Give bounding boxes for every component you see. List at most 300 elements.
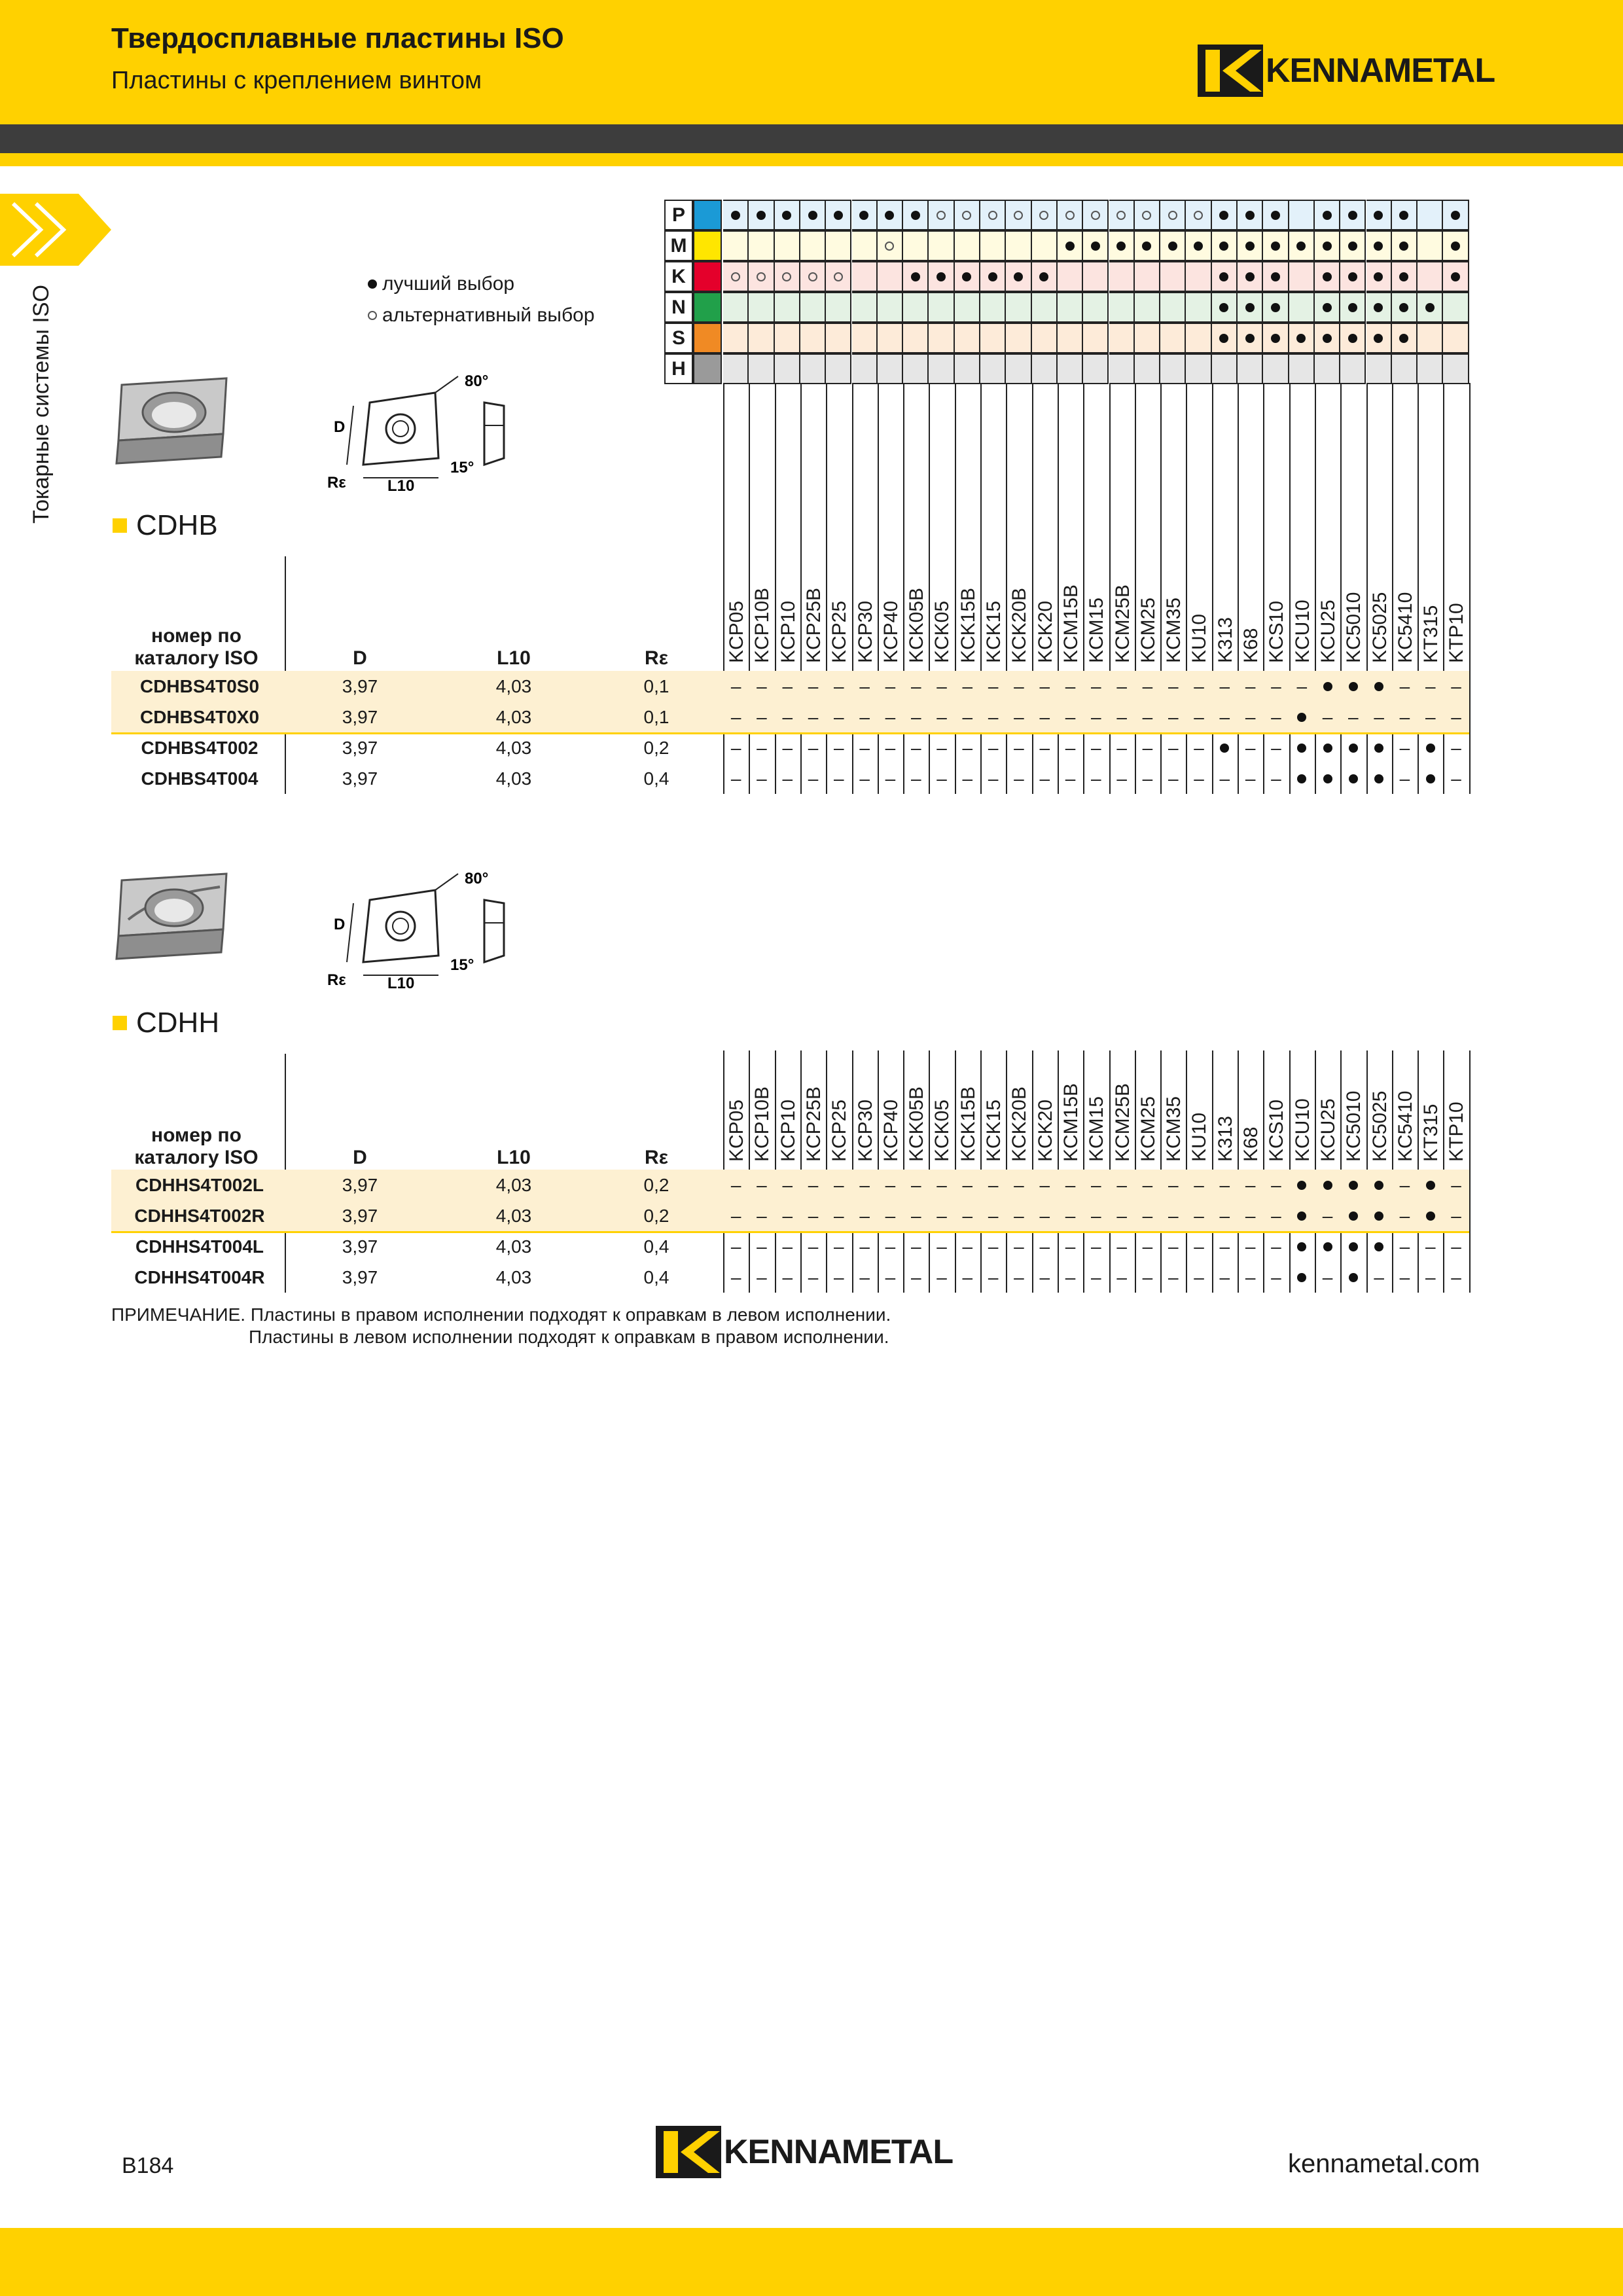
cell-re: 0,2	[643, 737, 669, 758]
grade-mark: –	[730, 768, 741, 789]
page-number: B184	[122, 2153, 174, 2178]
grade-mark: –	[859, 1205, 870, 1226]
cell-d: 3,97	[342, 1205, 378, 1226]
grade-mark: –	[1091, 706, 1101, 727]
grade-mark: –	[834, 1205, 844, 1226]
grade-mark: –	[1168, 768, 1179, 789]
grade-mark: –	[1194, 706, 1204, 727]
grade-mark: –	[962, 1266, 973, 1287]
grade-label: KCK20	[1034, 1099, 1056, 1162]
brand-name: KENNAMETAL	[1266, 52, 1495, 90]
grade-mark: –	[859, 737, 870, 758]
grade-mark: –	[1168, 706, 1179, 727]
grade-mark	[1315, 671, 1340, 702]
grade-mark	[1340, 1262, 1366, 1293]
grade-mark: –	[1142, 1205, 1153, 1226]
grade-label: KCP10	[777, 600, 799, 663]
grade-mark: –	[1039, 737, 1050, 758]
grade-mark: –	[1065, 1174, 1076, 1195]
grade-mark: –	[1142, 1174, 1153, 1195]
grade-mark	[1418, 732, 1443, 763]
grade-mark	[1340, 671, 1366, 702]
grade-mark: –	[910, 1266, 921, 1287]
grade-mark	[1340, 1200, 1366, 1231]
grade-mark: –	[1374, 1266, 1384, 1287]
filled-dot-icon	[1297, 713, 1306, 722]
grade-mark: –	[808, 1266, 819, 1287]
grade-mark: –	[1451, 675, 1461, 696]
grade-label: KCU10	[1291, 1098, 1313, 1162]
cell-id: CDHHS4T004L	[135, 1236, 264, 1257]
grade-mark: –	[1399, 737, 1410, 758]
filled-dot-icon	[1374, 1242, 1383, 1251]
grade-mark: –	[1245, 706, 1256, 727]
grade-mark: –	[1168, 1174, 1179, 1195]
grade-mark: –	[1271, 675, 1281, 696]
grade-mark: –	[988, 1266, 999, 1287]
footnote	[111, 1304, 891, 1348]
grade-mark: –	[1091, 1236, 1101, 1257]
grade-mark: –	[910, 1236, 921, 1257]
note-line-2: Пластины в левом исполнении подходят к оправкам в правом исполнении.	[249, 1327, 889, 1347]
filled-dot-icon	[1426, 1181, 1435, 1190]
cell-d: 3,97	[342, 1174, 378, 1195]
grade-label: KCM25B	[1111, 584, 1133, 663]
grade-label: KCP10B	[751, 587, 774, 663]
filled-dot-icon	[1374, 744, 1383, 753]
grade-mark	[1366, 1200, 1392, 1231]
grade-mark: –	[782, 1205, 793, 1226]
cell-l10: 4,03	[495, 675, 532, 696]
grade-mark: –	[936, 768, 947, 789]
grade-mark: –	[1296, 675, 1308, 696]
grade-label: KCS10	[1266, 600, 1288, 663]
cell-d: 3,97	[342, 706, 378, 727]
grade-mark: –	[1219, 1174, 1230, 1195]
grade-mark: –	[808, 1205, 819, 1226]
grade-mark	[1315, 1231, 1340, 1262]
header-l10: L10	[497, 647, 531, 669]
grade-label: KU10	[1188, 613, 1211, 663]
grade-mark: –	[1039, 1174, 1050, 1195]
grade-label: KCP25B	[802, 1086, 825, 1162]
grade-mark: –	[1116, 675, 1127, 696]
grade-mark: –	[1194, 1174, 1204, 1195]
filled-dot-icon	[1349, 1211, 1358, 1221]
cell-re: 0,1	[643, 675, 669, 696]
filled-dot-icon	[1323, 744, 1332, 753]
filled-dot-icon	[1220, 744, 1229, 753]
filled-dot-icon	[1374, 682, 1383, 691]
grade-mark: –	[1271, 706, 1281, 727]
legend-alternative: альтернативный выбор	[368, 300, 595, 331]
grade-mark: –	[962, 768, 973, 789]
grade-mark: –	[808, 1174, 819, 1195]
grade-mark: –	[1219, 675, 1230, 696]
header-catalog: номер по каталогу ISO	[134, 1124, 259, 1168]
grade-mark: –	[1271, 1174, 1281, 1195]
grade-mark	[1340, 1170, 1366, 1200]
filled-dot-icon	[1349, 1242, 1358, 1251]
grade-mark: –	[936, 737, 947, 758]
grade-mark	[1289, 1200, 1315, 1231]
grade-mark: –	[730, 1236, 741, 1257]
iso-key-m: M	[664, 230, 693, 261]
grade-mark: –	[1014, 1174, 1024, 1195]
grade-mark: –	[988, 768, 999, 789]
grade-mark: –	[1348, 706, 1359, 727]
grade-label: KCM15	[1086, 597, 1108, 663]
filled-dot-icon	[1374, 774, 1383, 783]
grade-mark: –	[1116, 768, 1127, 789]
column-divider	[1469, 1050, 1471, 1293]
grade-mark: –	[1271, 1205, 1281, 1226]
grade-mark: –	[936, 1266, 947, 1287]
grade-mark: –	[859, 706, 870, 727]
grade-mark: –	[859, 1236, 870, 1257]
grade-mark: –	[885, 675, 896, 696]
grade-mark: –	[1451, 1205, 1461, 1226]
iso-key-s: S	[664, 323, 693, 353]
grade-mark: –	[782, 737, 793, 758]
grade-mark: –	[808, 768, 819, 789]
grade-label: KC5025	[1368, 592, 1391, 663]
grade-label: KCP40	[880, 600, 902, 663]
grade-mark: –	[910, 1174, 921, 1195]
grade-label: KCP40	[880, 1099, 902, 1162]
filled-dot-icon	[1297, 744, 1306, 753]
grade-label: KCU25	[1317, 600, 1339, 663]
grade-mark: –	[1399, 675, 1410, 696]
grade-mark: –	[1322, 706, 1333, 727]
grade-mark: –	[808, 706, 819, 727]
grade-mark: –	[1219, 1205, 1230, 1226]
grade-label: KCK15	[983, 1099, 1005, 1162]
grade-mark: –	[1271, 1236, 1281, 1257]
cell-d: 3,97	[342, 768, 378, 789]
dim-d-label: D	[334, 418, 346, 436]
grade-mark: –	[1451, 737, 1461, 758]
dim-l10-label: L10	[387, 477, 415, 495]
grade-label: KCP25B	[802, 587, 825, 663]
grade-mark	[1366, 1231, 1392, 1262]
grade-mark	[1366, 1170, 1392, 1200]
grade-mark: –	[1322, 1266, 1333, 1287]
grade-label: K68	[1240, 1126, 1262, 1162]
dim-d-label: D	[334, 916, 346, 933]
grade-mark: –	[1399, 1174, 1410, 1195]
grade-label: KCK05B	[906, 587, 928, 663]
grade-mark: –	[1451, 1236, 1461, 1257]
grade-mark: –	[1091, 737, 1101, 758]
filled-dot-icon	[1297, 1242, 1306, 1251]
legend-best: лучший выбор	[368, 268, 595, 300]
cell-id: CDHHS4T004R	[134, 1266, 265, 1287]
grade-mark	[1418, 1170, 1443, 1200]
kennametal-k-icon	[656, 2126, 721, 2178]
header-re: Rε	[645, 1147, 668, 1168]
grade-mark: –	[1245, 768, 1256, 789]
grade-label: KCK05	[931, 600, 954, 663]
grade-mark: –	[859, 675, 870, 696]
grade-mark: –	[1116, 1205, 1127, 1226]
cell-d: 3,97	[342, 737, 378, 758]
filled-dot-icon	[1374, 1211, 1383, 1221]
grade-mark: –	[1245, 1205, 1256, 1226]
grade-mark: –	[834, 675, 844, 696]
grade-mark	[1340, 732, 1366, 763]
grade-mark	[1315, 732, 1340, 763]
grade-label: KCK05	[931, 1099, 954, 1162]
grade-mark: –	[1168, 737, 1179, 758]
header-l10: L10	[497, 1147, 531, 1168]
angle-80-label: 80°	[465, 372, 489, 390]
grade-label: KCK05B	[906, 1086, 928, 1162]
cell-l10: 4,03	[495, 1174, 532, 1195]
grade-mark: –	[1219, 1266, 1230, 1287]
grade-mark: –	[1091, 1174, 1101, 1195]
grade-label: KT315	[1420, 1103, 1442, 1162]
grade-label: KCM15	[1086, 1096, 1108, 1162]
filled-dot-icon	[1426, 774, 1435, 783]
grade-mark: –	[730, 737, 741, 758]
grade-mark: –	[730, 1174, 741, 1195]
cell-l10: 4,03	[495, 1236, 532, 1257]
note-line-1: ПРИМЕЧАНИЕ. Пластины в правом исполнении подходят к оправкам в левом исполнении.	[111, 1304, 891, 1325]
filled-dot-icon	[1349, 1273, 1358, 1282]
kennametal-logo-footer	[656, 2126, 953, 2178]
grade-label: KCP10B	[751, 1086, 774, 1162]
grade-mark: –	[1065, 675, 1076, 696]
grade-mark: –	[936, 706, 947, 727]
grade-mark: –	[885, 706, 896, 727]
grade-mark	[1289, 1262, 1315, 1293]
grade-mark: –	[834, 768, 844, 789]
grade-mark: –	[910, 768, 921, 789]
grade-mark: –	[988, 1174, 999, 1195]
grade-mark: –	[1142, 706, 1153, 727]
cell-d: 3,97	[342, 1266, 378, 1287]
grade-mark: –	[782, 768, 793, 789]
grade-mark: –	[1014, 1236, 1024, 1257]
grade-mark: –	[1425, 1236, 1436, 1257]
column-divider	[1469, 383, 1471, 794]
grade-label: KCK15B	[957, 587, 979, 663]
cell-re: 0,1	[643, 706, 669, 727]
grade-label: KC5010	[1343, 592, 1365, 663]
grade-mark: –	[1065, 768, 1076, 789]
grade-mark: –	[834, 1174, 844, 1195]
grade-mark: –	[757, 675, 767, 696]
page-subtitle: Пластины с креплением винтом	[111, 67, 482, 94]
grade-mark: –	[1065, 1266, 1076, 1287]
grade-label: KCM35	[1163, 1096, 1185, 1162]
grade-mark: –	[782, 1174, 793, 1195]
grade-mark: –	[808, 675, 819, 696]
grade-mark: –	[730, 1266, 741, 1287]
grade-mark: –	[1014, 768, 1024, 789]
grade-mark: –	[1014, 675, 1024, 696]
grade-label: KCK15	[983, 600, 1005, 663]
grade-label: KCU10	[1291, 600, 1313, 663]
grade-mark: –	[1245, 737, 1256, 758]
grade-label: KCP25	[829, 600, 851, 663]
grade-mark: –	[1039, 1266, 1050, 1287]
grade-mark: –	[1091, 768, 1101, 789]
grade-mark: –	[730, 1205, 741, 1226]
grade-mark: –	[910, 1205, 921, 1226]
section-title-cdhh: CDHH	[113, 1007, 219, 1039]
grade-mark: –	[1451, 706, 1461, 727]
grade-mark: –	[757, 706, 767, 727]
grade-mark: –	[1194, 675, 1204, 696]
cell-l10: 4,03	[495, 706, 532, 727]
cell-l10: 4,03	[495, 1205, 532, 1226]
grade-mark: –	[1065, 1205, 1076, 1226]
grade-mark: –	[1219, 706, 1230, 727]
cell-d: 3,97	[342, 1236, 378, 1257]
grade-mark: –	[1039, 1205, 1050, 1226]
grade-mark: –	[1168, 1205, 1179, 1226]
grade-mark: –	[1399, 706, 1410, 727]
grade-label: KC5410	[1394, 1090, 1416, 1162]
angle-15-label: 15°	[450, 956, 474, 974]
grade-mark: –	[1142, 675, 1153, 696]
grade-mark: –	[1065, 706, 1076, 727]
grade-mark: –	[1271, 737, 1281, 758]
grade-mark: –	[885, 768, 896, 789]
grade-mark: –	[1271, 768, 1281, 789]
section-title-cdhb: CDHB	[113, 509, 218, 542]
filled-dot-icon	[1349, 774, 1358, 783]
grade-mark	[1366, 763, 1392, 794]
grade-mark: –	[1451, 1174, 1461, 1195]
grade-mark: –	[1425, 675, 1436, 696]
cell-l10: 4,03	[495, 768, 532, 789]
grade-mark: –	[1245, 675, 1256, 696]
cell-re: 0,2	[643, 1174, 669, 1195]
grade-mark: –	[1425, 1266, 1436, 1287]
grade-mark: –	[859, 768, 870, 789]
grade-mark: –	[988, 737, 999, 758]
grade-mark: –	[1425, 706, 1436, 727]
grade-mark: –	[834, 737, 844, 758]
grade-mark: –	[757, 1205, 767, 1226]
grade-mark: –	[1116, 706, 1127, 727]
grade-mark: –	[1091, 1205, 1101, 1226]
grade-mark: –	[730, 675, 741, 696]
grade-mark: –	[1399, 768, 1410, 789]
cell-id: CDHHS4T002R	[134, 1205, 265, 1226]
cell-id: CDHBS4T0S0	[139, 675, 260, 696]
grade-mark: –	[936, 1205, 947, 1226]
page-title: Твердосплавные пластины ISO	[111, 22, 564, 54]
grade-mark: –	[1168, 1266, 1179, 1287]
filled-dot-icon	[1349, 1181, 1358, 1190]
grade-mark	[1212, 732, 1238, 763]
grade-mark: –	[936, 1174, 947, 1195]
grade-mark: –	[1168, 675, 1179, 696]
grade-label: KCP10	[777, 1099, 799, 1162]
grade-mark: –	[1219, 768, 1230, 789]
brand-name: KENNAMETAL	[724, 2133, 954, 2171]
grade-mark	[1418, 763, 1443, 794]
grade-mark	[1418, 1200, 1443, 1231]
grade-mark: –	[1194, 1236, 1204, 1257]
filled-dot-icon	[1323, 1181, 1332, 1190]
grade-mark: –	[1039, 1236, 1050, 1257]
grade-mark	[1289, 732, 1315, 763]
cell-re: 0,4	[643, 1236, 669, 1257]
grade-mark: –	[1194, 1205, 1204, 1226]
grade-mark: –	[1039, 706, 1050, 727]
grade-label: KCK15B	[957, 1086, 979, 1162]
grade-mark: –	[1014, 1266, 1024, 1287]
grade-label: KCS10	[1266, 1099, 1288, 1162]
grade-label: KCP30	[854, 1099, 876, 1162]
grade-mark: –	[1039, 675, 1050, 696]
cell-id: CDHBS4T004	[141, 768, 259, 789]
footer-band	[0, 2228, 1623, 2296]
grade-mark: –	[1245, 1174, 1256, 1195]
grade-label: KC5025	[1368, 1090, 1391, 1162]
grade-mark: –	[885, 1205, 896, 1226]
grade-mark: –	[885, 1174, 896, 1195]
iso-key-h: H	[664, 353, 693, 384]
iso-key-n: N	[664, 292, 693, 323]
grade-mark: –	[1091, 1266, 1101, 1287]
grade-mark: –	[1194, 737, 1204, 758]
filled-dot-icon	[1297, 1211, 1306, 1221]
grade-mark: –	[834, 1266, 844, 1287]
grade-label: KT315	[1420, 605, 1442, 663]
website-link[interactable]: kennametal.com	[1288, 2149, 1480, 2178]
grade-mark: –	[757, 1174, 767, 1195]
grade-label: KCM25B	[1111, 1083, 1133, 1162]
grade-mark: –	[757, 1236, 767, 1257]
header-catalog: номер по каталогу ISO	[134, 625, 259, 669]
grade-mark: –	[910, 675, 921, 696]
grade-mark: –	[757, 737, 767, 758]
grade-label: KCM25	[1137, 1096, 1159, 1162]
side-section-label: Токарные системы ISO	[29, 285, 54, 524]
grade-label: KTP10	[1446, 603, 1468, 663]
cell-id: CDHHS4T002L	[135, 1174, 264, 1195]
grade-mark: –	[1116, 1236, 1127, 1257]
grade-mark	[1340, 763, 1366, 794]
grade-mark: –	[1142, 1236, 1153, 1257]
grade-mark: –	[988, 1205, 999, 1226]
grade-mark: –	[1399, 1236, 1410, 1257]
grade-mark: –	[1399, 1205, 1410, 1226]
grade-mark: –	[1219, 1236, 1230, 1257]
grade-mark	[1366, 671, 1392, 702]
grade-mark: –	[962, 1174, 973, 1195]
cell-l10: 4,03	[495, 737, 532, 758]
grade-label: KCP05	[726, 600, 747, 663]
grade-mark	[1315, 763, 1340, 794]
grade-mark: –	[1399, 1266, 1410, 1287]
grade-label: KCM35	[1163, 597, 1185, 663]
grade-mark: –	[1451, 1266, 1461, 1287]
grade-label: KCM15B	[1060, 584, 1082, 663]
iso-key-p: P	[664, 200, 693, 230]
grade-mark	[1289, 1231, 1315, 1262]
grade-label: KCK20B	[1008, 587, 1031, 663]
grade-mark: –	[1116, 1174, 1127, 1195]
grade-mark: –	[782, 675, 793, 696]
angle-80-label: 80°	[465, 870, 489, 888]
